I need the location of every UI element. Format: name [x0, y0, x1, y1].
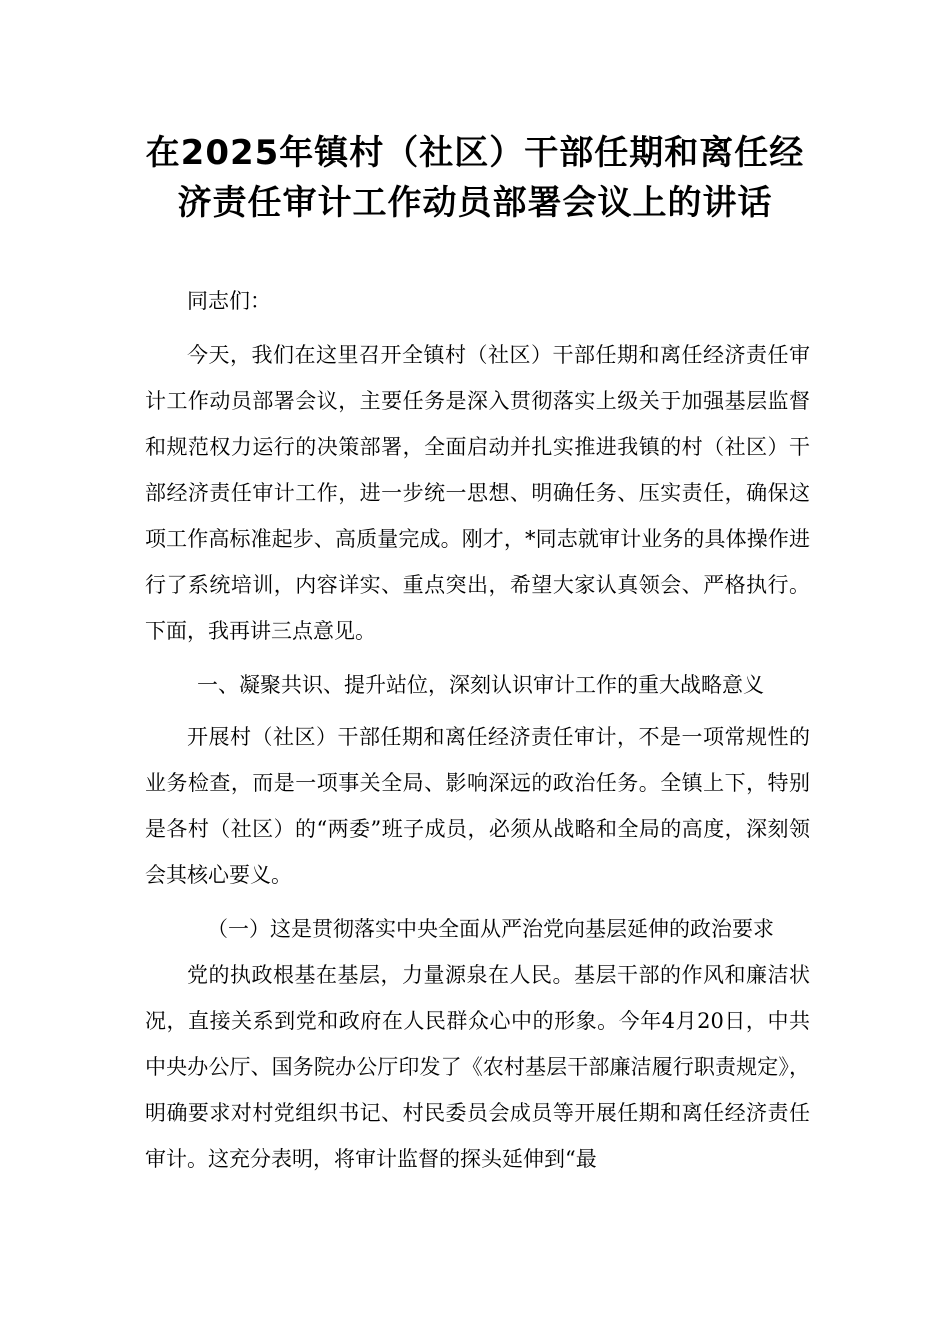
- subsection-heading-1: （一）这是贯彻落实中央全面从严治党向基层延伸的政治要求: [207, 917, 774, 941]
- paragraph-subsection-1: 党的执政根基在基层，力量源泉在人民。基层干部的作风和廉洁状况，直接关系到党和政府在人民群众心中的形象。今年4月20日，中共中央办公厅、国务院办公厅印发了《农村基层干部廉洁履行职责规定》，明确要求对村党组织书记、村民委员会成员等开展任期和离任经济责任审计。这充分表明，将审计监督的探头延伸到“最: [145, 963, 810, 1171]
- salutation: 同志们：: [187, 289, 271, 313]
- section-heading-1: 一、凝聚共识、提升站位，深刻认识审计工作的重大战略意义: [197, 673, 764, 697]
- document-body: [145, 278, 810, 1182]
- paragraph-section-1: 开展村（社区）干部任期和离任经济责任审计，不是一项常规性的业务检查，而是一项事关全局、影响深远的政治任务。全镇上下，特别是各村（社区）的“两委”班子成员，必须从战略和全局的高度，深刻领会其核心要义。: [145, 725, 810, 887]
- title-line-2: 济责任审计工作动员部署会议上的讲话: [177, 183, 773, 223]
- title-line-1: 在2025年镇村（社区）干部任期和离任经: [145, 133, 805, 173]
- paragraph-intro: 今天，我们在这里召开全镇村（社区）干部任期和离任经济责任审计工作动员部署会议，主要任务是深入贯彻落实上级关于加强基层监督和规范权力运行的决策部署，全面启动并扎实推进我镇的村（社区）干部经济责任审计工作，进一步统一思想、明确任务、压实责任，确保这项工作高标准起步、高质量完成。刚才，*同志就审计业务的具体操作进行了系统培训，内容详实、重点突出，希望大家认真领会、严格执行。下面，我再讲三点意见。: [145, 343, 810, 643]
- document-title: [120, 128, 830, 228]
